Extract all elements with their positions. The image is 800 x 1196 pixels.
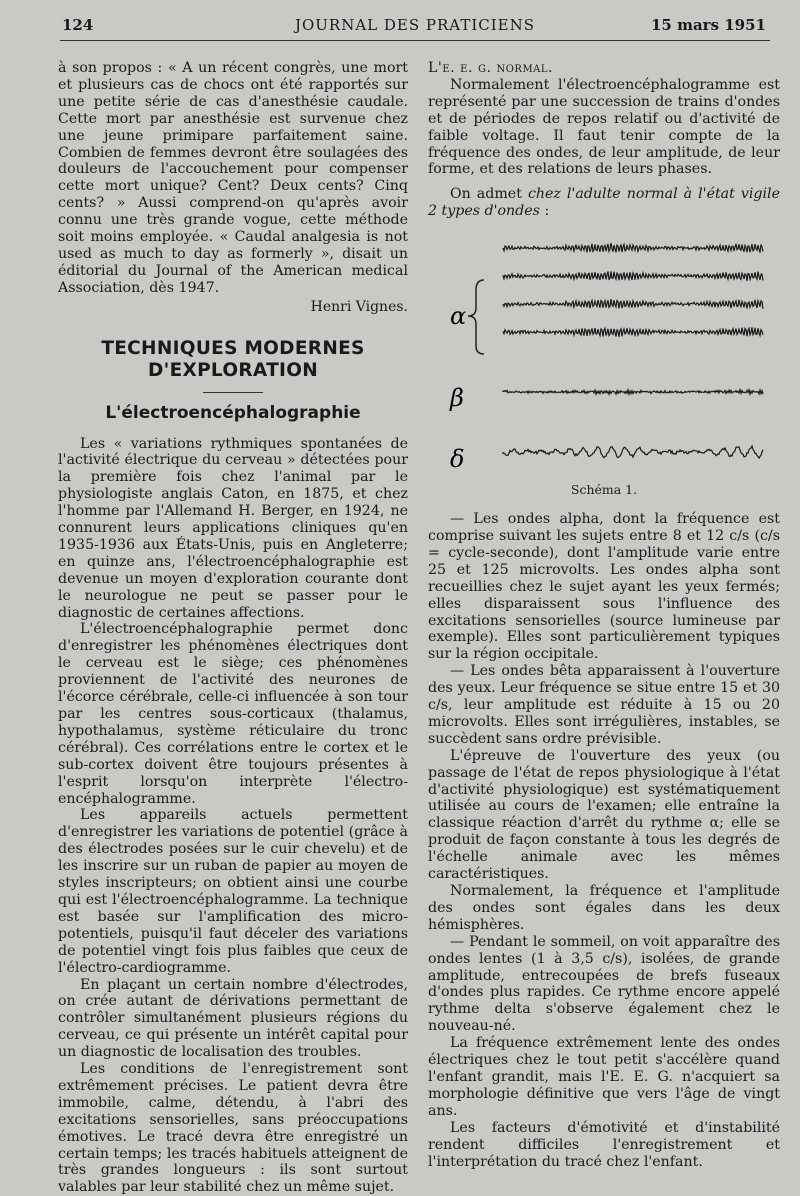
eeg-normal-paragraph: Normalement l'électroencéphalogramme est représenté par une succession de trains d'ondes et de périodes de repos relatif ou d'activité de faible voltage. Il faut tenir compte de la fréquence des ondes, de leur amplitude, de leur forme, et des relations de leurs phases. — [428, 76, 780, 178]
wave-types-intro-end: : — [539, 203, 550, 220]
delta-trace — [503, 446, 763, 458]
article-paragraph: Les conditions de l'enregistrement sont extrêmement précises. Le patient devra être immobile, calme, détendu, à l'abri des excitations sensorielles, sans préoccupations émotives. Le tracé devra être enregistré un certain temps; les tracés habituels atteignent de très grandes longueurs : ils sont surtout valables par leur stabilité chez un même sujet. — [58, 1061, 408, 1196]
article-paragraph: Les facteurs d'émotivité et d'instabilité rendent difficiles l'enregistrement et l'interprétation du tracé chez l'enfant. — [428, 1119, 780, 1170]
alpha-trace — [503, 327, 763, 337]
title-divider — [203, 392, 263, 393]
article-paragraph: La fréquence extrêmement lente des ondes électriques chez le tout petit s'accélère quand l'enfant grandit, mais l'E. E. G. n'acquiert sa morphologie définitive que vers l'âge de vingt ans. — [428, 1035, 780, 1119]
page-number: 124 — [62, 16, 94, 34]
article-paragraph: — Les ondes bêta apparaissent à l'ouverture des yeux. Leur fréquence se situe entre 15 et 30 c/s, leur amplitude est réduite à 15 ou 20 microvolts. Elles sont irrégulières, instables, se succèdent sans ordre prévisible. — [428, 663, 780, 747]
alpha-trace — [503, 272, 763, 281]
alpha-label: α — [450, 302, 467, 331]
section-title-line-2: D'EXPLORATION — [147, 359, 319, 381]
subheading: L'e. e. g. normal. — [428, 60, 554, 76]
intro-paragraph: à son propos : « A un récent congrès, une mort et plusieurs cas de chocs ont été rapportés sur une petite série de cas d'anesthésie caudale. Cette mort par anesthésie est survenue chez une jeune primipare parfaitement saine. Combien de femmes devront être soulagées des douleurs de l'accouchement pour compenser cette mort unique? Cent? Deux cents? Cinq cents? » Aussi comprend-on qu'après avoir connu une très grande vogue, cette méthode soit moins employée. « Caudal analgesia is not used as much to day as formerly », disait un éditorial du Journal of the American medical Association, dès 1947. — [58, 60, 408, 296]
article-paragraph: — Pendant le sommeil, on voit apparaître des ondes lentes (1 à 3,5 c/s), isolées, de grande amplitude, entrecoupées de brefs fuseaux d'ondes plus rapides. Ce rythme encore appelé rythme delta s'observe également chez le nouveau-né. — [428, 933, 780, 1035]
alpha-trace — [503, 243, 763, 253]
article-paragraph: L'électroencéphalographie permet donc d'enregistrer les phénomènes électriques dont le cerveau est le siège; ces phénomènes proviennent de l'activité des neurones de l'écorce cérébrale, celle-ci influencée à son tour par les centres sous-corticaux (thalamus, hypothalamus, système réticulaire du tronc cérébral). Ces corrélations entre le cortex et le sub-cortex doivent être toujours présentes à l'esprit lorsqu'on interprète l'électro-encéphalogramme. — [58, 621, 408, 807]
alpha-brace — [468, 280, 484, 354]
section-title-line-1: TECHNIQUES MODERNES — [101, 337, 365, 359]
beta-label: β — [450, 384, 464, 413]
section-title — [58, 338, 408, 382]
author-signature: Henri Vignes. — [310, 298, 408, 315]
left-column — [58, 60, 408, 1196]
figure-caption: Schéma 1. — [570, 482, 638, 498]
wave-types-intro-italic: chez l'adulte normal à l'état vigile 2 types d'ondes — [428, 186, 780, 220]
issue-date: 15 mars 1951 — [650, 16, 766, 34]
article-paragraph: L'épreuve de l'ouverture des yeux (ou passage de l'état de repos physiologique à l'état d'activité physiologique) est systématiquement utilisée au cours de l'examen; elle entraîne la classique réaction d'arrêt du rythme α; elle se produit de façon constante à tous les degrés de l'échelle animale avec les mêmes caractéristiques. — [428, 747, 780, 883]
eeg-schema-figure — [428, 230, 780, 480]
article-paragraph: Les appareils actuels permettent d'enregistrer les variations de potentiel (grâce à des électrodes posées sur le cuir chevelu) et de les inscrire sur un ruban de papier au moyen de styles inscripteurs; on obtient ainsi une courbe qui est l'électroencéphalogramme. La technique est basée sur l'amplification des micro-potentiels, puisqu'il faut déceler des variations de potentiel vingt fois plus faibles que ceux de l'électro-cardiogramme. — [58, 807, 408, 976]
journal-title: JOURNAL DES PRATICIENS — [294, 16, 536, 34]
wave-types-intro — [428, 186, 780, 220]
page-header — [60, 14, 770, 41]
delta-label: δ — [450, 445, 465, 474]
article-paragraph: — Les ondes alpha, dont la fréquence est comprise suivant les sujets entre 8 et 12 c/s (c/s = cycle-seconde), dont l'amplitude varie entre 25 et 125 microvolts. Les ondes alpha sont recueillies chez le sujet ayant les yeux fermés; elles disparaissent sous l'influence des excitations sensorielles (source lumineuse par exemple). Elles sont particulièrement typiques sur la région occipitale. — [428, 511, 780, 663]
article-title: L'électroencéphalographie — [105, 402, 361, 423]
wave-types-intro-start: On admet — [450, 186, 528, 203]
article-paragraph: Normalement, la fréquence et l'amplitude des ondes sont égales dans les deux hémisphères. — [428, 883, 780, 933]
alpha-trace — [503, 299, 763, 309]
eeg-traces — [428, 230, 780, 480]
beta-trace — [503, 390, 763, 395]
right-column — [428, 60, 780, 1170]
article-paragraph: En plaçant un certain nombre d'électrodes, on crée autant de dérivations permettant de contrôler simultanément plusieurs régions du cerveau, ce qui présente un intérêt capital pour un diagnostic de localisation des troubles. — [58, 976, 408, 1061]
article-paragraph: Les « variations rythmiques spontanées de l'activité électrique du cerveau » détectées pour la première fois chez l'animal par le physiologiste anglais Caton, en 1875, et chez l'homme par l'Allemand H. Berger, en 1924, ne connurent leurs applications cliniques qu'en 1935-1936 aux États-Unis, puis en Angleterre; en quinze ans, l'électroencéphalographie est devenue un moyen d'exploration courante dont le neurologue ne peut se passer pour le diagnostic de certaines affections. — [58, 435, 408, 621]
